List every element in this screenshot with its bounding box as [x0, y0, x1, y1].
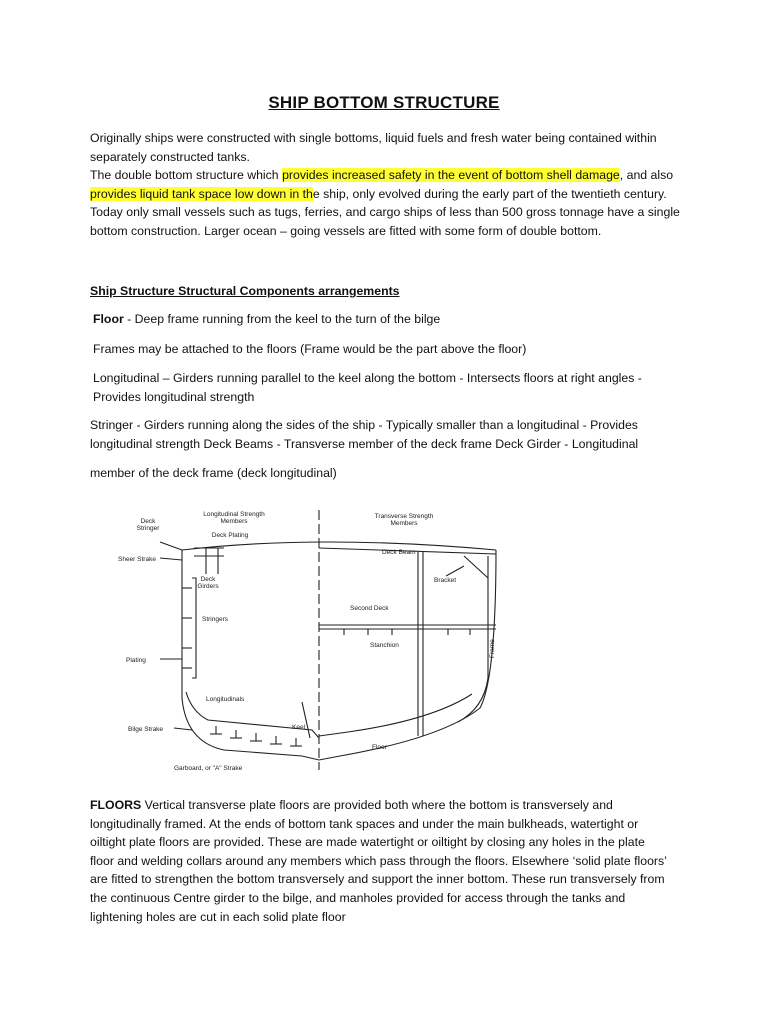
floors-paragraph	[90, 796, 672, 926]
ship-section-svg	[112, 498, 512, 778]
label-deck-girders-1: Deck	[200, 576, 216, 583]
label-deck-stringer-1: Deck	[140, 518, 156, 525]
leader-sheer-strake	[160, 558, 182, 560]
label-stringers: Stringers	[202, 616, 229, 623]
intro-section	[90, 129, 680, 241]
label-floor: Floor	[372, 744, 387, 751]
intro-paragraph-1: Originally ships were constructed with single bottoms, liquid fuels and fresh water being contained within separately constructed tanks.	[90, 131, 657, 164]
page-title: SHIP BOTTOM STRUCTURE	[268, 93, 500, 112]
intro-p2-text-a: The double bottom structure which	[90, 168, 283, 183]
label-sheer-strake: Sheer Strake	[118, 556, 156, 563]
floors-term: FLOORS	[90, 798, 142, 812]
intro-paragraph-3: Today only small vessels such as tugs, ferries, and cargo ships of less than 500 gross tonnage have a single bottom construction. Larger ocean – going vessels are fitted with some form of double bottom.	[90, 205, 680, 238]
intro-p2-text-c: e ship, only evolved during the early part of the twentieth century.	[312, 186, 667, 201]
leader-bracket	[446, 566, 464, 576]
floor-term: Floor	[93, 312, 124, 326]
label-frame: Frame	[489, 639, 496, 658]
stringer-bracket	[192, 578, 196, 678]
label-bracket: Bracket	[434, 577, 457, 584]
frames-definition: Frames may be attached to the floors (Frame would be the part above the floor)	[93, 342, 527, 356]
label-second-deck: Second Deck	[350, 605, 389, 612]
highlight-tank-space: provides liquid tank space low down in th	[90, 186, 313, 201]
diagram-labels	[118, 511, 496, 772]
label-keel: Keel	[292, 724, 306, 731]
bottom-longitudinals	[210, 726, 302, 746]
leader-keel	[302, 702, 310, 738]
label-transverse-heading-2: Members	[390, 520, 418, 527]
intro-paragraph-2	[90, 166, 680, 203]
inner-bottom-right	[319, 694, 472, 736]
components-heading: Ship Structure Structural Components arrangements	[90, 284, 400, 298]
frame-line	[458, 556, 488, 722]
floor-text: - Deep frame running from the keel to the turn of the bilge	[123, 312, 441, 326]
label-garboard: Garboard, or "A" Strake	[174, 765, 243, 772]
label-deck-stringer-2: Stringer	[136, 525, 160, 532]
label-transverse-heading-1: Transverse Strength	[374, 513, 434, 520]
label-plating: Plating	[126, 657, 146, 664]
intro-p2-text-b: , and also	[619, 168, 674, 183]
label-longitudinal-heading-1: Longitudinal Strength	[203, 511, 265, 518]
stringer-definition: Stringer - Girders running along the sides of the ship - Typically smaller than a longitudinal - Provides longitudinal strength Deck Beams - Transverse member of the deck frame Deck Girder - Longitudinal	[90, 418, 639, 451]
label-deck-plating: Deck Plating	[211, 532, 249, 539]
label-deck-beam: Deck Beam	[382, 549, 416, 556]
bracket-line	[464, 556, 488, 578]
longitudinal-definition: Longitudinal – Girders running parallel to the keel along the bottom - Intersects floors at right angles - Provides longitudinal strength	[93, 371, 642, 404]
floor-definition	[93, 310, 683, 329]
second-deck-longitudinals	[344, 629, 470, 635]
leader-bilge-strake	[174, 728, 192, 730]
label-stanchion: Stanchion	[370, 642, 399, 649]
leader-deck-stringer	[160, 542, 182, 550]
label-deck-girders-2: Girders	[197, 583, 219, 590]
ship-section-diagram	[112, 498, 512, 778]
deck-member-definition: member of the deck frame (deck longitudinal)	[90, 466, 337, 480]
hull-lines	[160, 510, 496, 770]
label-longitudinals: Longitudinals	[206, 696, 245, 703]
floors-text: Vertical transverse plate floors are provided both where the bottom is transversely and longitudinally framed. At the ends of bottom tank spaces and under the main bulkheads, watertight or oiltight plate floors are provided. These are made watertight or oiltight by closing any holes in the plate floor and welding collars around any members which pass through the floors. Elsewhere ‘solid plate floors’ are fitted to strengthen the bottom transversely and support the inner bottom. These run transversely from the continuous Centre girder to the bilge, and manholes provided for access through the tanks and lightening holes are cut in each solid plate floor	[90, 798, 667, 924]
highlight-safety: provides increased safety in the event of bottom shell damage	[282, 168, 620, 183]
label-bilge-strake: Bilge Strake	[128, 726, 164, 733]
label-longitudinal-heading-2: Members	[220, 518, 248, 525]
